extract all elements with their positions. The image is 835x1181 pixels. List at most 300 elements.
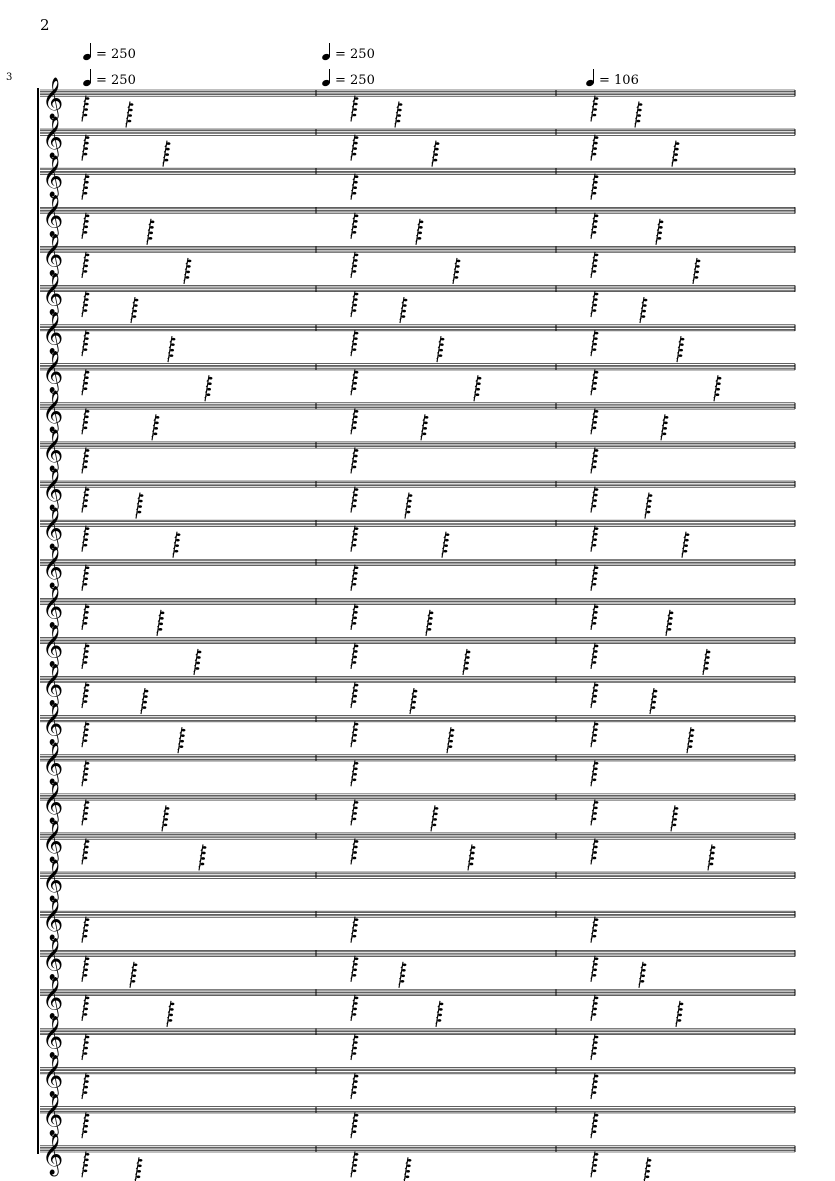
note-flag-dot bbox=[84, 1130, 88, 1133]
note-flag-dot bbox=[595, 410, 599, 413]
note-flag-dot bbox=[642, 969, 646, 972]
note-flag-dot bbox=[418, 232, 422, 235]
note-flag-dot bbox=[689, 740, 693, 743]
note-flag-dot bbox=[85, 142, 89, 145]
note-flag-dot bbox=[643, 304, 647, 307]
note-flag-dot bbox=[85, 611, 89, 614]
note-flag-dot bbox=[420, 221, 424, 224]
note-flag-dot bbox=[155, 422, 159, 425]
note-flag-dot bbox=[86, 918, 90, 921]
note-flag-dot bbox=[355, 1153, 359, 1156]
note-flag-dot bbox=[133, 969, 137, 972]
note-flag-dot bbox=[353, 734, 357, 737]
note-flag-dot bbox=[85, 767, 89, 770]
note-flag-dot bbox=[423, 433, 427, 436]
note-flag-dot bbox=[593, 622, 597, 625]
note-flag-dot bbox=[164, 818, 168, 821]
note-flag-dot bbox=[354, 181, 358, 184]
note-flag-dot bbox=[643, 963, 647, 966]
note-flag-dot bbox=[593, 231, 597, 234]
note-flag-dot bbox=[84, 974, 88, 977]
note-flag-dot bbox=[353, 114, 357, 117]
note-flag-dot bbox=[84, 812, 88, 815]
note-flag-dot bbox=[198, 651, 202, 654]
note-flag-dot bbox=[673, 824, 677, 827]
note-flag-dot bbox=[134, 304, 138, 307]
note-flag-dot bbox=[675, 148, 679, 151]
note-flag-dot bbox=[353, 778, 357, 781]
note-flag-dot bbox=[167, 142, 171, 145]
note-flag-dot bbox=[84, 695, 88, 698]
note-flag-dot bbox=[353, 265, 357, 268]
note-flag-dot bbox=[137, 1170, 141, 1173]
note-flag-dot bbox=[593, 700, 597, 703]
note-flag-dot bbox=[181, 734, 185, 737]
note-flag-dot bbox=[353, 421, 357, 424]
note-flag-dot bbox=[406, 1170, 410, 1173]
note-flag-dot bbox=[134, 963, 138, 966]
note-flag-dot bbox=[652, 701, 656, 704]
tempo-mark-label: = 250 bbox=[96, 73, 136, 88]
note-flag-dot bbox=[668, 623, 672, 626]
note-flag-dot bbox=[644, 299, 648, 302]
note-flag-dot bbox=[401, 980, 405, 983]
note-flag-dot bbox=[85, 416, 89, 419]
note-flag-dot bbox=[439, 1008, 443, 1011]
note-flag-dot bbox=[705, 662, 709, 665]
note-flag-dot bbox=[86, 762, 90, 765]
note-flag-dot bbox=[84, 700, 88, 703]
note-flag-dot bbox=[84, 153, 88, 156]
note-flag-dot bbox=[353, 739, 357, 742]
note-flag-dot bbox=[593, 147, 597, 150]
note-flag-dot bbox=[353, 304, 357, 307]
note-flag-dot bbox=[84, 1125, 88, 1128]
note-flag-dot bbox=[593, 974, 597, 977]
note-flag-dot bbox=[355, 449, 359, 452]
note-flag-dot bbox=[412, 706, 416, 709]
note-flag-dot bbox=[355, 997, 359, 1000]
note-flag-dot bbox=[594, 337, 598, 340]
note-flag-dot bbox=[425, 416, 429, 419]
note-flag-dot bbox=[86, 957, 90, 960]
note-flag-dot bbox=[706, 656, 710, 659]
note-flag-dot bbox=[593, 192, 597, 195]
note-flag-dot bbox=[355, 371, 359, 374]
note-flag-dot bbox=[166, 148, 170, 151]
note-flag-dot bbox=[674, 153, 678, 156]
note-flag-dot bbox=[593, 695, 597, 698]
note-flag-dot bbox=[354, 728, 358, 731]
note-flag-dot bbox=[679, 1008, 683, 1011]
note-flag-dot bbox=[159, 628, 163, 631]
note-flag-dot bbox=[170, 1008, 174, 1011]
note-flag-dot bbox=[642, 310, 646, 313]
note-flag-dot bbox=[84, 778, 88, 781]
note-flag-dot bbox=[171, 1003, 175, 1006]
note-flag-dot bbox=[353, 935, 357, 938]
note-flag-dot bbox=[455, 271, 459, 274]
note-flag-dot bbox=[593, 460, 597, 463]
note-flag-dot bbox=[451, 729, 455, 732]
note-flag-dot bbox=[176, 539, 180, 542]
treble-clef-icon: 𝄞 bbox=[42, 1133, 64, 1175]
note-flag-dot bbox=[353, 968, 357, 971]
note-flag-dot bbox=[679, 349, 683, 352]
note-flag-dot bbox=[354, 1159, 358, 1162]
note-flag-dot bbox=[594, 494, 598, 497]
note-flag-dot bbox=[84, 466, 88, 469]
note-flag-dot bbox=[711, 852, 715, 855]
treble-clef-icon: 𝄞 bbox=[42, 820, 64, 862]
note-flag-dot bbox=[353, 387, 357, 390]
note-flag-dot bbox=[595, 175, 599, 178]
note-flag-dot bbox=[593, 343, 597, 346]
note-flag-dot bbox=[403, 304, 407, 307]
note-flag-dot bbox=[84, 818, 88, 821]
note-flag-dot bbox=[180, 745, 184, 748]
note-flag-dot bbox=[595, 1036, 599, 1039]
note-flag-dot bbox=[594, 846, 598, 849]
note-flag-dot bbox=[595, 449, 599, 452]
note-flag-dot bbox=[397, 114, 401, 117]
note-flag-dot bbox=[84, 583, 88, 586]
note-flag-dot bbox=[593, 812, 597, 815]
note-flag-dot bbox=[85, 572, 89, 575]
note-flag-dot bbox=[86, 684, 90, 687]
note-flag-dot bbox=[135, 299, 139, 302]
note-flag-dot bbox=[353, 348, 357, 351]
note-flag-dot bbox=[593, 499, 597, 502]
note-flag-dot bbox=[154, 427, 158, 430]
note-flag-dot bbox=[353, 499, 357, 502]
note-flag-dot bbox=[84, 460, 88, 463]
note-flag-dot bbox=[133, 315, 137, 318]
treble-clef-icon: 𝄞 bbox=[42, 586, 64, 628]
note-flag-dot bbox=[593, 617, 597, 620]
note-flag-dot bbox=[137, 1176, 141, 1179]
note-flag-dot bbox=[353, 1013, 357, 1016]
note-flag-dot bbox=[84, 617, 88, 620]
note-flag-dot bbox=[641, 980, 645, 983]
note-flag-dot bbox=[84, 343, 88, 346]
note-flag-dot bbox=[716, 388, 720, 391]
note-flag-dot bbox=[353, 108, 357, 111]
note-flag-dot bbox=[353, 226, 357, 229]
note-flag-dot bbox=[84, 656, 88, 659]
note-flag-dot bbox=[160, 617, 164, 620]
note-flag-dot bbox=[355, 1114, 359, 1117]
note-flag-dot bbox=[652, 706, 656, 709]
note-flag-dot bbox=[691, 729, 695, 732]
note-flag-dot bbox=[86, 97, 90, 100]
note-flag-dot bbox=[684, 550, 688, 553]
note-flag-dot bbox=[85, 455, 89, 458]
tempo-mark-label: = 250 bbox=[335, 73, 375, 88]
note-flag-dot bbox=[595, 918, 599, 921]
note-flag-dot bbox=[401, 974, 405, 977]
note-flag-dot bbox=[355, 645, 359, 648]
note-flag-dot bbox=[658, 232, 662, 235]
treble-clef-icon: 𝄞 bbox=[42, 390, 64, 432]
note-flag-dot bbox=[355, 723, 359, 726]
note-flag-dot bbox=[673, 818, 677, 821]
note-flag-dot bbox=[457, 260, 461, 263]
treble-clef-icon: 𝄞 bbox=[42, 547, 64, 589]
note-flag-dot bbox=[86, 410, 90, 413]
note-flag-dot bbox=[353, 583, 357, 586]
note-flag-dot bbox=[595, 254, 599, 257]
note-flag-dot bbox=[466, 656, 470, 659]
note-flag-dot bbox=[353, 818, 357, 821]
note-flag-dot bbox=[86, 997, 90, 1000]
note-flag-dot bbox=[353, 812, 357, 815]
note-flag-dot bbox=[595, 527, 599, 530]
note-flag-dot bbox=[165, 153, 169, 156]
note-flag-dot bbox=[595, 762, 599, 765]
note-flag-dot bbox=[354, 572, 358, 575]
note-flag-dot bbox=[353, 231, 357, 234]
note-flag-dot bbox=[595, 293, 599, 296]
note-flag-dot bbox=[166, 807, 170, 810]
note-flag-dot bbox=[129, 109, 133, 112]
note-flag-dot bbox=[593, 538, 597, 541]
note-flag-dot bbox=[355, 136, 359, 139]
note-flag-dot bbox=[84, 661, 88, 664]
note-flag-dot bbox=[436, 142, 440, 145]
note-flag-dot bbox=[84, 387, 88, 390]
note-flag-dot bbox=[172, 338, 176, 341]
note-flag-dot bbox=[353, 1164, 357, 1167]
note-flag-dot bbox=[84, 186, 88, 189]
note-flag-dot bbox=[710, 857, 714, 860]
note-flag-dot bbox=[594, 1119, 598, 1122]
note-flag-dot bbox=[86, 1036, 90, 1039]
note-flag-dot bbox=[430, 612, 434, 615]
note-flag-dot bbox=[595, 801, 599, 804]
note-flag-dot bbox=[175, 544, 179, 547]
note-flag-dot bbox=[154, 433, 158, 436]
note-flag-dot bbox=[207, 388, 211, 391]
note-flag-dot bbox=[128, 114, 132, 117]
note-flag-dot bbox=[593, 421, 597, 424]
note-flag-dot bbox=[467, 651, 471, 654]
note-flag-dot bbox=[353, 1008, 357, 1011]
note-flag-dot bbox=[696, 265, 700, 268]
note-flag-dot bbox=[354, 455, 358, 458]
note-flag-dot bbox=[86, 332, 90, 335]
treble-clef-icon: 𝄞 bbox=[42, 703, 64, 745]
note-flag-dot bbox=[595, 97, 599, 100]
note-flag-dot bbox=[355, 254, 359, 257]
note-flag-dot bbox=[355, 957, 359, 960]
note-flag-dot bbox=[716, 393, 720, 396]
note-flag-dot bbox=[84, 505, 88, 508]
note-flag-dot bbox=[593, 778, 597, 781]
note-flag-dot bbox=[595, 1153, 599, 1156]
note-flag-dot bbox=[407, 505, 411, 508]
note-flag-dot bbox=[470, 857, 474, 860]
note-flag-dot bbox=[450, 734, 454, 737]
note-flag-dot bbox=[202, 852, 206, 855]
note-flag-dot bbox=[85, 533, 89, 536]
note-flag-dot bbox=[353, 974, 357, 977]
note-flag-dot bbox=[407, 1165, 411, 1168]
note-flag-dot bbox=[593, 929, 597, 932]
note-flag-dot bbox=[86, 488, 90, 491]
note-flag-dot bbox=[685, 539, 689, 542]
note-flag-dot bbox=[139, 500, 143, 503]
note-flag-dot bbox=[85, 103, 89, 106]
note-flag-dot bbox=[353, 857, 357, 860]
note-flag-dot bbox=[660, 221, 664, 224]
note-flag-dot bbox=[86, 1114, 90, 1117]
note-flag-dot bbox=[201, 857, 205, 860]
note-flag-dot bbox=[354, 611, 358, 614]
note-flag-dot bbox=[84, 1013, 88, 1016]
note-flag-dot bbox=[669, 617, 673, 620]
treble-clef-icon: 𝄞 bbox=[42, 312, 64, 354]
note-flag-dot bbox=[143, 701, 147, 704]
note-flag-dot bbox=[354, 807, 358, 810]
note-flag-dot bbox=[402, 969, 406, 972]
note-flag-dot bbox=[354, 494, 358, 497]
note-flag-dot bbox=[353, 544, 357, 547]
note-flag-dot bbox=[594, 103, 598, 106]
note-flag-dot bbox=[353, 460, 357, 463]
measure-number: 3 bbox=[6, 72, 13, 83]
note-flag-dot bbox=[449, 740, 453, 743]
note-flag-dot bbox=[593, 270, 597, 273]
note-flag-dot bbox=[404, 299, 408, 302]
note-flag-dot bbox=[209, 377, 213, 380]
note-flag-dot bbox=[139, 1159, 143, 1162]
note-flag-dot bbox=[418, 237, 422, 240]
note-flag-dot bbox=[84, 108, 88, 111]
note-flag-dot bbox=[354, 846, 358, 849]
note-flag-dot bbox=[678, 1014, 682, 1017]
note-flag-dot bbox=[659, 226, 663, 229]
note-flag-dot bbox=[201, 863, 205, 866]
note-flag-dot bbox=[594, 807, 598, 810]
tempo-mark-label: = 250 bbox=[96, 47, 136, 62]
note-flag-dot bbox=[355, 566, 359, 569]
note-flag-dot bbox=[84, 1164, 88, 1167]
note-flag-dot bbox=[593, 1164, 597, 1167]
note-flag-dot bbox=[593, 1170, 597, 1173]
note-flag-dot bbox=[593, 226, 597, 229]
note-flag-dot bbox=[593, 544, 597, 547]
note-flag-dot bbox=[646, 1170, 650, 1173]
note-flag-dot bbox=[86, 293, 90, 296]
note-flag-dot bbox=[593, 348, 597, 351]
note-flag-dot bbox=[171, 343, 175, 346]
note-flag-dot bbox=[595, 723, 599, 726]
treble-clef-icon: 𝄞 bbox=[42, 899, 64, 941]
note-flag-dot bbox=[456, 265, 460, 268]
note-flag-dot bbox=[676, 142, 680, 145]
note-flag-dot bbox=[412, 701, 416, 704]
note-flag-dot bbox=[697, 260, 701, 263]
note-flag-dot bbox=[648, 500, 652, 503]
note-flag-dot bbox=[594, 728, 598, 731]
note-flag-dot bbox=[439, 354, 443, 357]
note-flag-dot bbox=[594, 924, 598, 927]
note-flag-dot bbox=[84, 622, 88, 625]
note-flag-dot bbox=[594, 1159, 598, 1162]
note-flag-dot bbox=[84, 304, 88, 307]
note-flag-dot bbox=[85, 963, 89, 966]
note-flag-dot bbox=[353, 427, 357, 430]
note-flag-dot bbox=[594, 259, 598, 262]
note-flag-dot bbox=[594, 689, 598, 692]
treble-clef-icon: 𝄞 bbox=[42, 351, 64, 393]
note-flag-dot bbox=[353, 1052, 357, 1055]
note-flag-dot bbox=[678, 1019, 682, 1022]
note-flag-dot bbox=[355, 410, 359, 413]
note-flag-dot bbox=[435, 148, 439, 151]
note-flag-dot bbox=[593, 265, 597, 268]
note-flag-dot bbox=[84, 427, 88, 430]
note-flag-dot bbox=[674, 159, 678, 162]
note-flag-dot bbox=[594, 1041, 598, 1044]
note-flag-dot bbox=[354, 924, 358, 927]
note-flag-dot bbox=[595, 1075, 599, 1078]
note-flag-dot bbox=[695, 276, 699, 279]
note-flag-dot bbox=[639, 103, 643, 106]
note-flag-dot bbox=[353, 1047, 357, 1050]
note-flag-dot bbox=[85, 1119, 89, 1122]
note-flag-dot bbox=[86, 175, 90, 178]
treble-clef-icon: 𝄞 bbox=[42, 860, 64, 902]
note-flag-dot bbox=[84, 226, 88, 229]
note-flag-dot bbox=[478, 377, 482, 380]
note-flag-dot bbox=[455, 276, 459, 279]
note-flag-dot bbox=[188, 260, 192, 263]
note-flag-dot bbox=[593, 186, 597, 189]
note-flag-dot bbox=[594, 611, 598, 614]
note-flag-dot bbox=[85, 298, 89, 301]
note-flag-dot bbox=[471, 852, 475, 855]
note-flag-dot bbox=[138, 505, 142, 508]
note-flag-dot bbox=[406, 1176, 410, 1179]
note-flag-dot bbox=[353, 1091, 357, 1094]
note-flag-dot bbox=[674, 813, 678, 816]
note-flag-dot bbox=[717, 382, 721, 385]
note-flag-dot bbox=[84, 851, 88, 854]
page-number: 2 bbox=[40, 16, 50, 34]
note-flag-dot bbox=[86, 1153, 90, 1156]
treble-clef-icon: 𝄞 bbox=[42, 234, 64, 276]
note-flag-dot bbox=[409, 494, 413, 497]
note-flag-dot bbox=[203, 846, 207, 849]
note-flag-dot bbox=[593, 1086, 597, 1089]
note-flag-dot bbox=[712, 846, 716, 849]
note-flag-dot bbox=[402, 310, 406, 313]
note-flag-dot bbox=[593, 1125, 597, 1128]
note-flag-dot bbox=[690, 734, 694, 737]
note-flag-dot bbox=[593, 577, 597, 580]
note-flag-dot bbox=[449, 745, 453, 748]
note-flag-dot bbox=[85, 1159, 89, 1162]
note-flag-dot bbox=[177, 533, 181, 536]
note-flag-dot bbox=[647, 1165, 651, 1168]
note-flag-dot bbox=[595, 215, 599, 218]
note-flag-dot bbox=[86, 801, 90, 804]
note-flag-dot bbox=[355, 684, 359, 687]
note-flag-dot bbox=[593, 304, 597, 307]
note-flag-dot bbox=[84, 309, 88, 312]
